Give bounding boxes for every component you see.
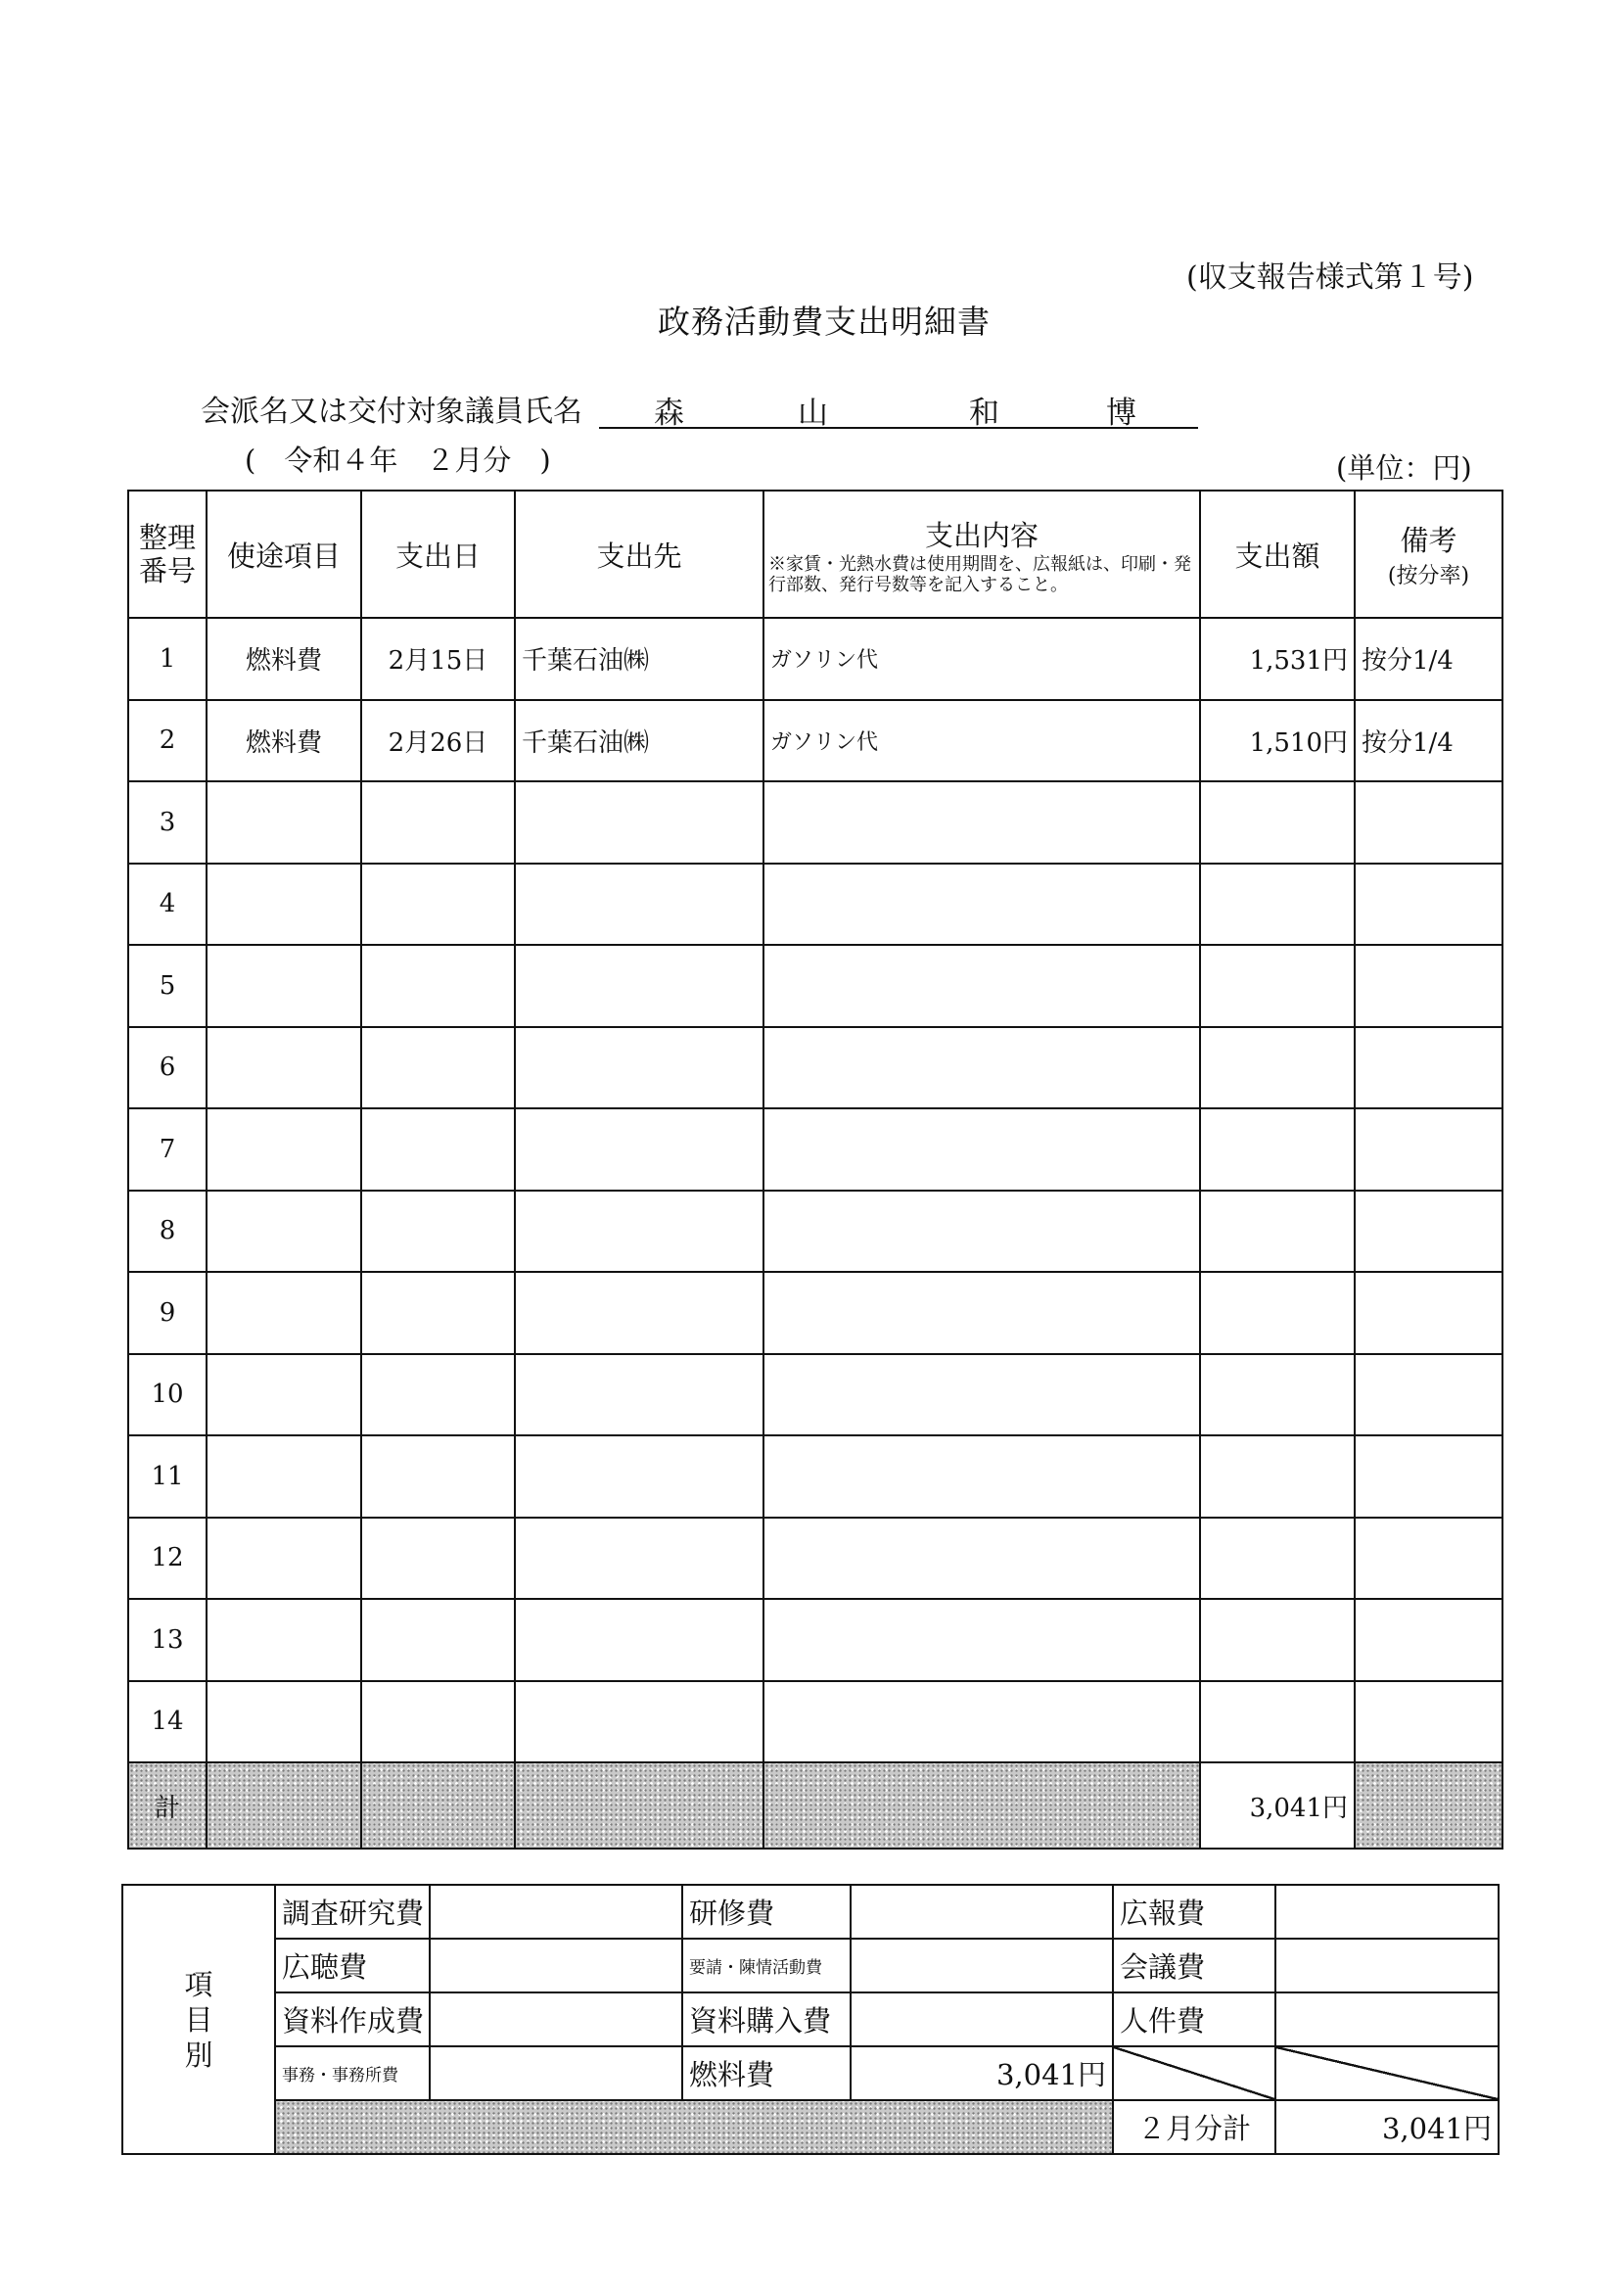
category-summary-table xyxy=(121,1884,1500,2155)
row-date xyxy=(361,864,515,946)
name-label: 会派名又は交付対象議員氏名 xyxy=(201,395,582,429)
row-amount xyxy=(1200,781,1355,864)
header-number-line2: 番号 xyxy=(138,554,196,587)
header-date: 支出日 xyxy=(361,491,515,618)
row-date xyxy=(361,1599,515,1681)
row-number: 3 xyxy=(128,781,207,864)
row-date xyxy=(361,1354,515,1436)
table-row xyxy=(128,700,1502,782)
row-amount xyxy=(1200,1435,1355,1518)
row-remarks xyxy=(1355,1027,1502,1109)
row-content xyxy=(763,1681,1200,1763)
row-amount xyxy=(1200,1027,1355,1109)
category-side-char: 項 xyxy=(184,1967,213,2001)
total-blank-cell xyxy=(763,1762,1200,1849)
header-number xyxy=(128,491,207,618)
row-remarks xyxy=(1355,1599,1502,1681)
row-date xyxy=(361,1108,515,1191)
member-name-char-2: 山 xyxy=(798,396,828,431)
row-category xyxy=(207,1435,361,1518)
row-payee xyxy=(515,781,763,864)
row-number: 6 xyxy=(128,1027,207,1109)
report-period: ( 令和４年 ２月分 ) xyxy=(245,444,551,477)
row-amount xyxy=(1200,1681,1355,1763)
cat-label-chousa: 調査研究費 xyxy=(275,1885,430,1939)
row-amount: 1,531円 xyxy=(1200,618,1355,700)
table-row xyxy=(128,1027,1502,1109)
row-payee xyxy=(515,1681,763,1763)
member-name-char-3: 和 xyxy=(969,396,999,431)
row-number: 10 xyxy=(128,1354,207,1436)
cat-value-kaigi xyxy=(1275,1939,1499,1992)
row-payee xyxy=(515,1108,763,1191)
row-number: 2 xyxy=(128,700,207,782)
cat-blank-shaded xyxy=(275,2100,1113,2154)
row-remarks: 按分1/4 xyxy=(1355,700,1502,782)
total-row xyxy=(128,1762,1502,1849)
row-remarks xyxy=(1355,1354,1502,1436)
row-remarks xyxy=(1355,1108,1502,1191)
row-content xyxy=(763,1599,1200,1681)
row-amount xyxy=(1200,1272,1355,1354)
row-amount xyxy=(1200,1108,1355,1191)
cat-value-jinken xyxy=(1275,1992,1499,2046)
table-row xyxy=(128,1191,1502,1273)
row-content: ガソリン代 xyxy=(763,618,1200,700)
total-blank-cell xyxy=(1355,1762,1502,1849)
cat-label-jimusho: 事務・事務所費 xyxy=(275,2046,430,2100)
row-date: 2月26日 xyxy=(361,700,515,782)
member-name-char-4: 博 xyxy=(1106,396,1136,431)
row-content xyxy=(763,1108,1200,1191)
cat-label-jinken: 人件費 xyxy=(1113,1992,1275,2046)
row-number: 14 xyxy=(128,1681,207,1763)
row-content xyxy=(763,1518,1200,1600)
row-payee: 千葉石油㈱ xyxy=(515,700,763,782)
header-content xyxy=(763,491,1200,618)
total-blank-cell xyxy=(515,1762,763,1849)
table-row xyxy=(128,618,1502,700)
cat-value-kouchou xyxy=(430,1939,682,1992)
total-label: 計 xyxy=(128,1762,207,1849)
cat-label-shiryou-kounyu: 資料購入費 xyxy=(682,1992,851,2046)
row-payee xyxy=(515,864,763,946)
row-category: 燃料費 xyxy=(207,618,361,700)
expense-table xyxy=(127,490,1503,1850)
row-remarks xyxy=(1355,1681,1502,1763)
row-amount xyxy=(1200,1599,1355,1681)
row-remarks xyxy=(1355,1191,1502,1273)
row-payee xyxy=(515,945,763,1027)
row-amount xyxy=(1200,864,1355,946)
row-number: 12 xyxy=(128,1518,207,1600)
row-category xyxy=(207,864,361,946)
document-title: 政務活動費支出明細書 xyxy=(658,303,991,341)
row-payee xyxy=(515,1272,763,1354)
table-row xyxy=(128,945,1502,1027)
cat-label-kouchou: 広聴費 xyxy=(275,1939,430,1992)
cat-value-jimusho xyxy=(430,2046,682,2100)
row-payee xyxy=(515,1435,763,1518)
table-row xyxy=(128,864,1502,946)
cat-value-shiryou-kounyu xyxy=(851,1992,1113,2046)
row-category xyxy=(207,1518,361,1600)
header-category: 使途項目 xyxy=(207,491,361,618)
table-header-row xyxy=(128,491,1502,618)
row-payee xyxy=(515,1027,763,1109)
row-date xyxy=(361,945,515,1027)
cat-value-kenshu xyxy=(851,1885,1113,1939)
row-content: ガソリン代 xyxy=(763,700,1200,782)
table-row xyxy=(128,781,1502,864)
row-date xyxy=(361,1435,515,1518)
row-remarks xyxy=(1355,864,1502,946)
month-total-label: ２月分計 xyxy=(1113,2100,1275,2154)
table-row xyxy=(128,1435,1502,1518)
row-amount: 1,510円 xyxy=(1200,700,1355,782)
row-date xyxy=(361,1272,515,1354)
form-number: (収支報告様式第１号) xyxy=(1186,260,1474,295)
row-remarks xyxy=(1355,1435,1502,1518)
row-content xyxy=(763,1435,1200,1518)
cat-value-kouhou xyxy=(1275,1885,1499,1939)
row-date xyxy=(361,1027,515,1109)
row-number: 7 xyxy=(128,1108,207,1191)
row-content xyxy=(763,1027,1200,1109)
table-row xyxy=(128,1272,1502,1354)
row-amount xyxy=(1200,1191,1355,1273)
row-payee xyxy=(515,1191,763,1273)
row-date xyxy=(361,1191,515,1273)
header-payee: 支出先 xyxy=(515,491,763,618)
header-remarks-sub: (按分率) xyxy=(1387,564,1470,588)
row-number: 11 xyxy=(128,1435,207,1518)
row-content xyxy=(763,781,1200,864)
cat-diagonal-cell xyxy=(1275,2046,1499,2100)
cat-label-shiryou-sakusei: 資料作成費 xyxy=(275,1992,430,2046)
row-date xyxy=(361,1681,515,1763)
table-row xyxy=(128,1108,1502,1191)
row-date xyxy=(361,781,515,864)
category-side-char: 目 xyxy=(184,2002,213,2037)
row-content xyxy=(763,1191,1200,1273)
header-content-title: 支出内容 xyxy=(924,518,1039,552)
total-amount: 3,041円 xyxy=(1200,1762,1355,1849)
total-blank-cell xyxy=(361,1762,515,1849)
total-blank-cell xyxy=(207,1762,361,1849)
row-payee xyxy=(515,1518,763,1600)
row-category xyxy=(207,1599,361,1681)
name-underline xyxy=(599,427,1198,429)
header-content-note: ※家賃・光熱水費は使用期間を、広報紙は、印刷・発行部数、発行号数等を記入すること。 xyxy=(768,553,1191,595)
row-date xyxy=(361,1518,515,1600)
row-number: 9 xyxy=(128,1272,207,1354)
cat-value-nenryou: 3,041円 xyxy=(851,2046,1113,2100)
cat-value-yousei xyxy=(851,1939,1113,1992)
row-remarks xyxy=(1355,781,1502,864)
row-category xyxy=(207,1681,361,1763)
row-date: 2月15日 xyxy=(361,618,515,700)
unit-label: (単位：円) xyxy=(1336,451,1472,485)
table-row xyxy=(128,1681,1502,1763)
row-payee xyxy=(515,1599,763,1681)
cat-label-yousei: 要請・陳情活動費 xyxy=(682,1939,851,1992)
member-name-char-1: 森 xyxy=(654,396,684,431)
cat-value-shiryou-sakusei xyxy=(430,1992,682,2046)
table-row xyxy=(128,1354,1502,1436)
row-number: 13 xyxy=(128,1599,207,1681)
row-category xyxy=(207,1108,361,1191)
cat-label-nenryou: 燃料費 xyxy=(682,2046,851,2100)
row-payee xyxy=(515,1354,763,1436)
row-content xyxy=(763,864,1200,946)
row-remarks: 按分1/4 xyxy=(1355,618,1502,700)
row-remarks xyxy=(1355,945,1502,1027)
cat-label-kenshu: 研修費 xyxy=(682,1885,851,1939)
month-total-value: 3,041円 xyxy=(1275,2100,1499,2154)
row-category xyxy=(207,945,361,1027)
row-number: 8 xyxy=(128,1191,207,1273)
row-remarks xyxy=(1355,1518,1502,1600)
row-category xyxy=(207,781,361,864)
row-category: 燃料費 xyxy=(207,700,361,782)
category-side-label xyxy=(122,1885,275,2154)
row-remarks xyxy=(1355,1272,1502,1354)
category-side-char: 別 xyxy=(184,2038,213,2072)
row-number: 4 xyxy=(128,864,207,946)
header-number-line1: 整理 xyxy=(138,521,196,554)
row-amount xyxy=(1200,945,1355,1027)
row-category xyxy=(207,1354,361,1436)
cat-value-chousa xyxy=(430,1885,682,1939)
row-amount xyxy=(1200,1354,1355,1436)
header-remarks-title: 備考 xyxy=(1400,524,1457,557)
cat-label-kouhou: 広報費 xyxy=(1113,1885,1275,1939)
row-number: 5 xyxy=(128,945,207,1027)
row-category xyxy=(207,1027,361,1109)
row-content xyxy=(763,1272,1200,1354)
header-remarks xyxy=(1355,491,1502,618)
row-number: 1 xyxy=(128,618,207,700)
cat-diagonal-cell xyxy=(1113,2046,1275,2100)
row-category xyxy=(207,1272,361,1354)
row-payee: 千葉石油㈱ xyxy=(515,618,763,700)
header-amount: 支出額 xyxy=(1200,491,1355,618)
cat-label-kaigi: 会議費 xyxy=(1113,1939,1275,1992)
table-row xyxy=(128,1518,1502,1600)
row-content xyxy=(763,945,1200,1027)
row-category xyxy=(207,1191,361,1273)
row-content xyxy=(763,1354,1200,1436)
table-row xyxy=(128,1599,1502,1681)
row-amount xyxy=(1200,1518,1355,1600)
